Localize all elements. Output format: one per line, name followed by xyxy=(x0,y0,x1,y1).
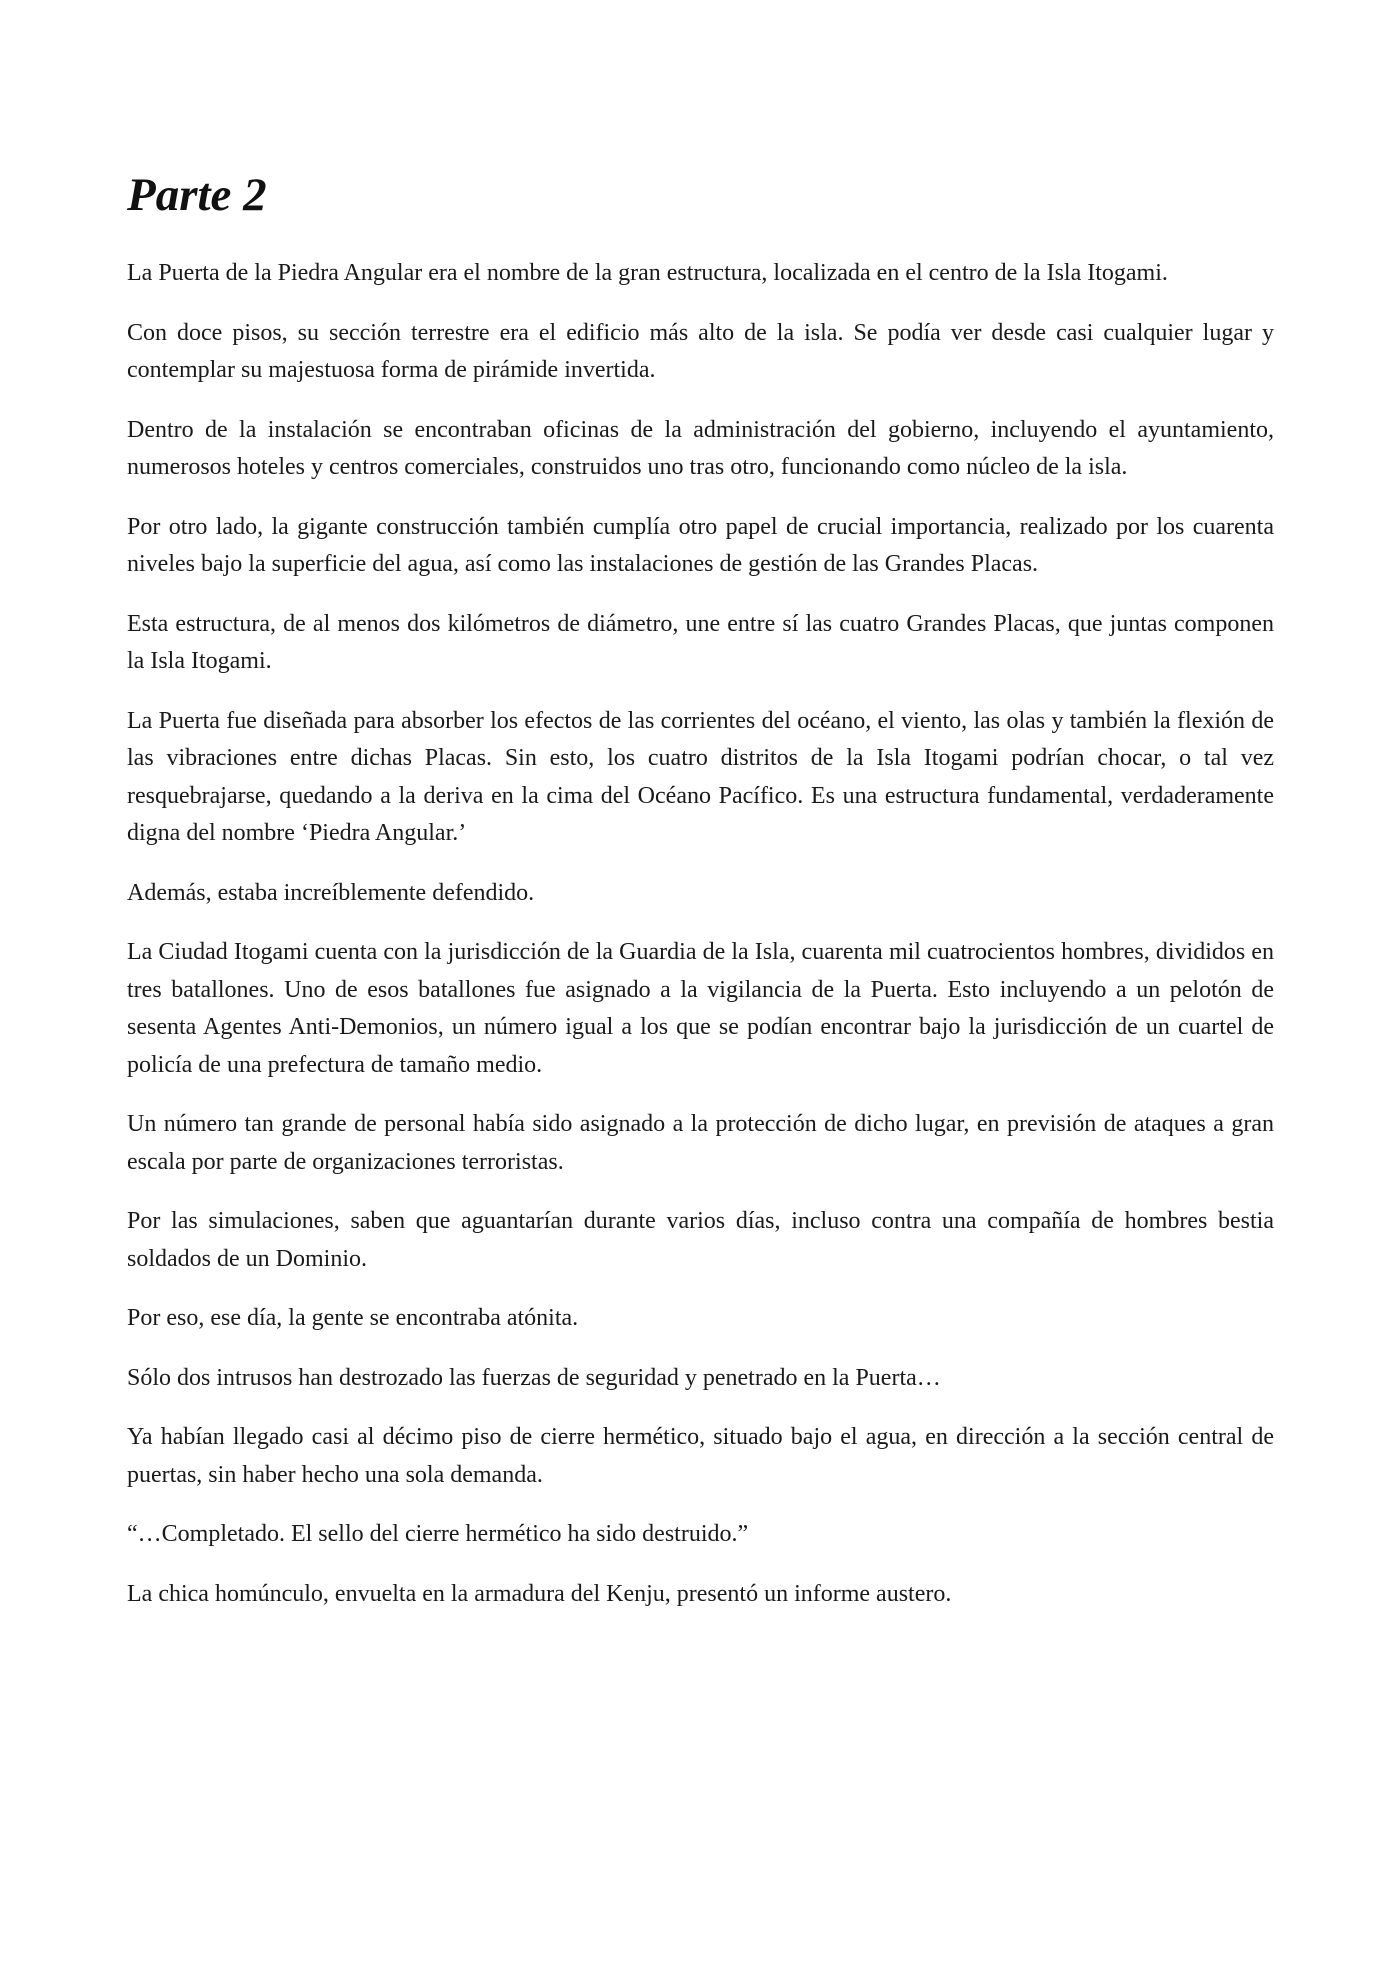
paragraph: Esta estructura, de al menos dos kilómetros de diámetro, une entre sí las cuatro Grandes Placas, que juntas componen la Isla Itogami. xyxy=(127,610,1274,674)
paragraph: Por eso, ese día, la gente se encontraba atónita. xyxy=(127,1305,579,1331)
paragraph: “…Completado. El sello del cierre hermético ha sido destruido.” xyxy=(127,1521,749,1547)
paragraph: Por otro lado, la gigante construcción también cumplía otro papel de crucial importancia, realizado por los cuarenta niveles bajo la superficie del agua, así como las instalaciones de gestión de las Grandes Placas. xyxy=(127,513,1274,577)
paragraph: Ya habían llegado casi al décimo piso de cierre hermético, situado bajo el agua, en dirección a la sección central de puertas, sin haber hecho una sola demanda. xyxy=(127,1424,1274,1488)
paragraph: La Puerta de la Piedra Angular era el nombre de la gran estructura, localizada en el centro de la Isla Itogami. xyxy=(127,260,1168,286)
paragraph: La Puerta fue diseñada para absorber los efectos de las corrientes del océano, el viento, las olas y también la flexión de las vibraciones entre dichas Placas. Sin esto, los cuatro distritos de la Isla Itogami podrían chocar, o tal vez resquebrajarse, quedando a la deriva en la cima del Océano Pacífico. Es una estructura fundamental, verdaderamente digna del nombre ‘Piedra Angular.’ xyxy=(127,707,1274,846)
paragraph: Sólo dos intrusos han destrozado las fuerzas de seguridad y penetrado en la Puerta… xyxy=(127,1364,941,1391)
paragraph: Dentro de la instalación se encontraban oficinas de la administración del gobierno, incluyendo el ayuntamiento, numerosos hoteles y centros comerciales, construidos uno tras otro, funcionando como núcleo de la isla. xyxy=(127,416,1274,480)
document-page xyxy=(127,160,1274,1635)
paragraph: Además, estaba increíblemente defendido. xyxy=(127,879,535,906)
chapter-title: Parte 2 xyxy=(127,169,267,221)
paragraph: Un número tan grande de personal había sido asignado a la protección de dicho lugar, en previsión de ataques a gran escala por parte de organizaciones terroristas. xyxy=(127,1111,1274,1175)
paragraph: La Ciudad Itogami cuenta con la jurisdicción de la Guardia de la Isla, cuarenta mil cuatrocientos hombres, divididos en tres batallones. Uno de esos batallones fue asignado a la vigilancia de la Puerta. Esto incluyendo a un pelotón de sesenta Agentes Anti-Demonios, un número igual a los que se podían encontrar bajo la jurisdicción de un cuartel de policía de una prefectura de tamaño medio. xyxy=(127,939,1274,1078)
paragraph: Por las simulaciones, saben que aguantarían durante varios días, incluso contra una compañía de hombres bestia soldados de un Dominio. xyxy=(127,1208,1274,1272)
paragraph: Con doce pisos, su sección terrestre era el edificio más alto de la isla. Se podía ver desde casi cualquier lugar y contemplar su majestuosa forma de pirámide invertida. xyxy=(127,319,1274,383)
paragraph: La chica homúnculo, envuelta en la armadura del Kenju, presentó un informe austero. xyxy=(127,1580,952,1607)
